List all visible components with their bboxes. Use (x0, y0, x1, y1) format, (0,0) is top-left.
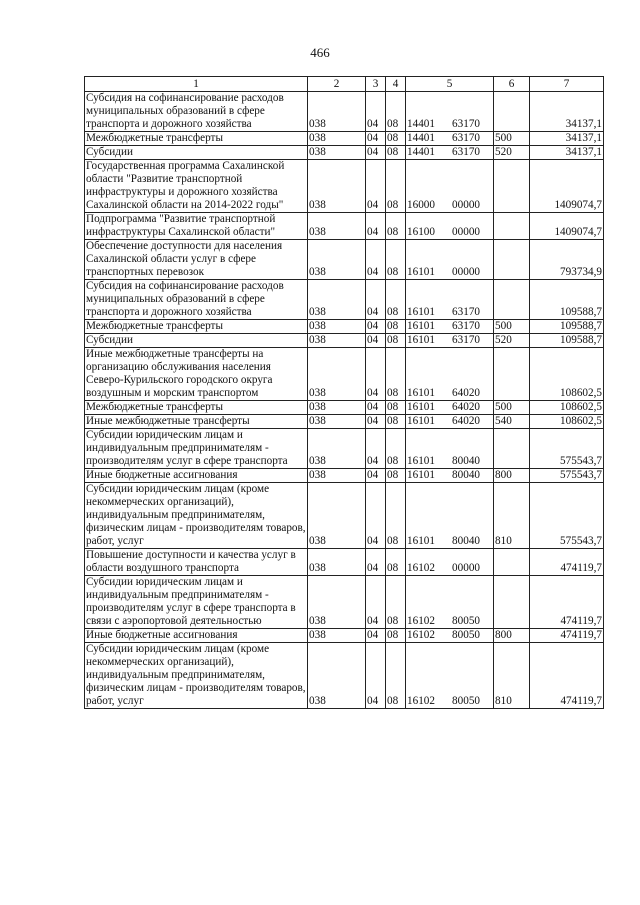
row-ministry-code-cell: 038 (308, 401, 366, 415)
row-section-cell: 04 (366, 320, 386, 334)
row-target-article-cell (406, 401, 494, 415)
row-target-article-cell (406, 160, 494, 213)
row-section-cell: 04 (366, 576, 386, 629)
row-section-cell: 04 (366, 240, 386, 280)
row-target-article-cell (406, 334, 494, 348)
table-row (85, 549, 604, 576)
target-article-program-code: 16102 (407, 695, 435, 707)
row-target-article-cell (406, 92, 494, 132)
target-article-direction-code: 80050 (452, 695, 480, 707)
column-header: 1 (85, 77, 308, 92)
row-section-cell: 04 (366, 280, 386, 320)
row-section-cell: 04 (366, 643, 386, 709)
target-article-direction-code: 00000 (452, 199, 480, 211)
row-expense-type-cell (494, 348, 530, 401)
column-header: 6 (494, 77, 530, 92)
row-subsection-cell: 08 (386, 320, 406, 334)
row-subsection-cell: 08 (386, 401, 406, 415)
column-header: 2 (308, 77, 366, 92)
row-section-cell: 04 (366, 146, 386, 160)
table-row (85, 213, 604, 240)
row-ministry-code-cell: 038 (308, 643, 366, 709)
row-expense-type-cell: 810 (494, 483, 530, 549)
row-name-cell: Государственная программа Сахалинской области "Развитие транспортной инфраструктуры и дорожного хозяйства Сахалинской области на 2014-2022 годы" (85, 160, 308, 213)
row-amount-cell: 474119,7 (530, 576, 604, 629)
target-article-program-code: 16101 (407, 455, 435, 467)
row-subsection-cell: 08 (386, 576, 406, 629)
target-article-direction-code: 80050 (452, 615, 480, 627)
row-target-article-cell (406, 240, 494, 280)
column-header: 3 (366, 77, 386, 92)
row-name-cell: Межбюджетные трансферты (85, 132, 308, 146)
row-section-cell: 04 (366, 334, 386, 348)
row-subsection-cell: 08 (386, 280, 406, 320)
row-target-article-cell (406, 549, 494, 576)
row-subsection-cell: 08 (386, 146, 406, 160)
row-ministry-code-cell: 038 (308, 92, 366, 132)
target-article-program-code: 16101 (407, 266, 435, 278)
budget-table (84, 76, 604, 709)
row-name-cell: Подпрограмма "Развитие транспортной инфраструктуры Сахалинской области" (85, 213, 308, 240)
row-target-article-cell (406, 280, 494, 320)
row-expense-type-cell (494, 213, 530, 240)
table-row (85, 160, 604, 213)
table-row (85, 132, 604, 146)
row-name-cell: Межбюджетные трансферты (85, 401, 308, 415)
row-expense-type-cell: 800 (494, 469, 530, 483)
row-expense-type-cell: 520 (494, 334, 530, 348)
row-ministry-code-cell: 038 (308, 334, 366, 348)
target-article-program-code: 16101 (407, 334, 435, 346)
row-ministry-code-cell: 038 (308, 132, 366, 146)
row-ministry-code-cell: 038 (308, 549, 366, 576)
row-section-cell: 04 (366, 549, 386, 576)
target-article-program-code: 16102 (407, 629, 435, 641)
row-expense-type-cell (494, 280, 530, 320)
row-target-article-cell (406, 429, 494, 469)
row-target-article-cell (406, 415, 494, 429)
table-row (85, 320, 604, 334)
row-amount-cell: 575543,7 (530, 469, 604, 483)
row-target-article-cell (406, 213, 494, 240)
row-subsection-cell: 08 (386, 483, 406, 549)
target-article-program-code: 16101 (407, 469, 435, 481)
row-subsection-cell: 08 (386, 429, 406, 469)
row-ministry-code-cell: 038 (308, 348, 366, 401)
table-row (85, 92, 604, 132)
table-row (85, 415, 604, 429)
row-ministry-code-cell: 038 (308, 320, 366, 334)
row-amount-cell: 34137,1 (530, 132, 604, 146)
target-article-direction-code: 64020 (452, 401, 480, 413)
row-expense-type-cell: 500 (494, 401, 530, 415)
target-article-direction-code: 64020 (452, 415, 480, 427)
target-article-program-code: 16100 (407, 226, 435, 238)
row-amount-cell: 108602,5 (530, 348, 604, 401)
table-row (85, 483, 604, 549)
row-ministry-code-cell: 038 (308, 415, 366, 429)
table-row (85, 469, 604, 483)
row-amount-cell: 109588,7 (530, 334, 604, 348)
target-article-program-code: 16102 (407, 615, 435, 627)
row-expense-type-cell: 500 (494, 132, 530, 146)
target-article-direction-code: 80040 (452, 535, 480, 547)
target-article-direction-code: 80050 (452, 629, 480, 641)
column-header: 4 (386, 77, 406, 92)
row-ministry-code-cell: 038 (308, 280, 366, 320)
row-amount-cell: 109588,7 (530, 280, 604, 320)
row-subsection-cell: 08 (386, 643, 406, 709)
target-article-direction-code: 64020 (452, 387, 480, 399)
row-ministry-code-cell: 038 (308, 629, 366, 643)
row-name-cell: Субсидии (85, 334, 308, 348)
table-row (85, 334, 604, 348)
row-amount-cell: 575543,7 (530, 483, 604, 549)
table-row (85, 401, 604, 415)
row-name-cell: Субсидия на софинансирование расходов муниципальных образований в сфере транспорта и дорожного хозяйства (85, 92, 308, 132)
column-header: 5 (406, 77, 494, 92)
table-row (85, 280, 604, 320)
target-article-program-code: 16101 (407, 306, 435, 318)
row-amount-cell: 1409074,7 (530, 160, 604, 213)
table-row (85, 643, 604, 709)
row-target-article-cell (406, 469, 494, 483)
row-name-cell: Повышение доступности и качества услуг в области воздушного транспорта (85, 549, 308, 576)
target-article-program-code: 16101 (407, 387, 435, 399)
table-header-row (85, 77, 604, 92)
row-expense-type-cell: 800 (494, 629, 530, 643)
row-amount-cell: 108602,5 (530, 415, 604, 429)
row-amount-cell: 108602,5 (530, 401, 604, 415)
table-row (85, 576, 604, 629)
target-article-direction-code: 00000 (452, 226, 480, 238)
row-ministry-code-cell: 038 (308, 429, 366, 469)
row-name-cell: Обеспечение доступности для населения Сахалинской области услуг в сфере транспортных перевозок (85, 240, 308, 280)
row-ministry-code-cell: 038 (308, 576, 366, 629)
row-target-article-cell (406, 132, 494, 146)
table-row (85, 240, 604, 280)
row-section-cell: 04 (366, 348, 386, 401)
row-amount-cell: 34137,1 (530, 92, 604, 132)
row-target-article-cell (406, 643, 494, 709)
target-article-program-code: 14401 (407, 146, 435, 158)
page-number: 466 (310, 45, 330, 60)
row-target-article-cell (406, 348, 494, 401)
row-amount-cell: 474119,7 (530, 643, 604, 709)
target-article-direction-code: 63170 (452, 118, 480, 130)
row-expense-type-cell: 810 (494, 643, 530, 709)
row-target-article-cell (406, 320, 494, 334)
target-article-program-code: 16101 (407, 401, 435, 413)
target-article-program-code: 14401 (407, 118, 435, 130)
row-subsection-cell: 08 (386, 348, 406, 401)
row-amount-cell: 474119,7 (530, 629, 604, 643)
target-article-direction-code: 63170 (452, 306, 480, 318)
row-subsection-cell: 08 (386, 629, 406, 643)
table-row (85, 429, 604, 469)
row-expense-type-cell (494, 160, 530, 213)
target-article-direction-code: 80040 (452, 455, 480, 467)
row-expense-type-cell (494, 576, 530, 629)
row-expense-type-cell (494, 549, 530, 576)
row-section-cell: 04 (366, 213, 386, 240)
row-subsection-cell: 08 (386, 240, 406, 280)
target-article-direction-code: 00000 (452, 562, 480, 574)
row-name-cell: Субсидии (85, 146, 308, 160)
row-expense-type-cell (494, 429, 530, 469)
row-subsection-cell: 08 (386, 213, 406, 240)
row-target-article-cell (406, 146, 494, 160)
row-expense-type-cell: 540 (494, 415, 530, 429)
row-amount-cell: 474119,7 (530, 549, 604, 576)
row-name-cell: Субсидия на софинансирование расходов муниципальных образований в сфере транспорта и дорожного хозяйства (85, 280, 308, 320)
row-name-cell: Субсидии юридическим лицам (кроме некоммерческих организаций), индивидуальным предпринимателям, физическим лицам - производителям товаров, работ, услуг (86, 643, 306, 707)
column-header: 7 (530, 77, 604, 92)
row-name-cell: Иные межбюджетные трансферты на организацию обслуживания населения Северо-Курильского городского округа воздушным и морским транспортом (85, 348, 308, 401)
row-ministry-code-cell: 038 (308, 213, 366, 240)
row-subsection-cell: 08 (386, 132, 406, 146)
table-body (85, 92, 604, 709)
row-ministry-code-cell: 038 (308, 240, 366, 280)
row-ministry-code-cell: 038 (308, 469, 366, 483)
row-subsection-cell: 08 (386, 92, 406, 132)
row-expense-type-cell (494, 92, 530, 132)
row-expense-type-cell: 520 (494, 146, 530, 160)
row-amount-cell: 109588,7 (530, 320, 604, 334)
row-name-cell: Иные бюджетные ассигнования (85, 629, 308, 643)
row-amount-cell: 34137,1 (530, 146, 604, 160)
target-article-program-code: 16101 (407, 415, 435, 427)
table-row (85, 629, 604, 643)
target-article-direction-code: 00000 (452, 266, 480, 278)
row-subsection-cell: 08 (386, 549, 406, 576)
target-article-direction-code: 63170 (452, 132, 480, 144)
row-section-cell: 04 (366, 483, 386, 549)
table-row (85, 348, 604, 401)
row-section-cell: 04 (366, 415, 386, 429)
row-expense-type-cell: 500 (494, 320, 530, 334)
row-section-cell: 04 (366, 160, 386, 213)
row-subsection-cell: 08 (386, 469, 406, 483)
row-subsection-cell: 08 (386, 415, 406, 429)
row-subsection-cell: 08 (386, 160, 406, 213)
target-article-program-code: 16101 (407, 320, 435, 332)
row-name-cell: Межбюджетные трансферты (85, 320, 308, 334)
target-article-program-code: 16101 (407, 535, 435, 547)
row-name-cell: Иные бюджетные ассигнования (85, 469, 308, 483)
row-name-cell: Субсидии юридическим лицам и индивидуальным предпринимателям - производителям услуг в сфере транспорта в связи с аэропортовой деятельностью (85, 576, 308, 629)
row-name-cell: Иные межбюджетные трансферты (85, 415, 308, 429)
target-article-program-code: 16102 (407, 562, 435, 574)
target-article-program-code: 14401 (407, 132, 435, 144)
row-expense-type-cell (494, 240, 530, 280)
target-article-direction-code: 63170 (452, 320, 480, 332)
row-amount-cell: 793734,9 (530, 240, 604, 280)
target-article-direction-code: 80040 (452, 469, 480, 481)
row-name-cell: Субсидии юридическим лицам и индивидуальным предпринимателям - производителям услуг в сфере транспорта (85, 429, 308, 469)
row-name-cell: Субсидии юридическим лицам (кроме некоммерческих организаций), индивидуальным предпринимателям, физическим лицам - производителям товаров, работ, услуг (86, 483, 306, 547)
row-section-cell: 04 (366, 629, 386, 643)
row-section-cell: 04 (366, 401, 386, 415)
row-amount-cell: 575543,7 (530, 429, 604, 469)
row-ministry-code-cell: 038 (308, 146, 366, 160)
row-ministry-code-cell: 038 (308, 483, 366, 549)
row-target-article-cell (406, 483, 494, 549)
target-article-direction-code: 63170 (452, 334, 480, 346)
row-section-cell: 04 (366, 132, 386, 146)
row-amount-cell: 1409074,7 (530, 213, 604, 240)
table-row (85, 146, 604, 160)
row-section-cell: 04 (366, 429, 386, 469)
row-target-article-cell (406, 576, 494, 629)
row-subsection-cell: 08 (386, 334, 406, 348)
row-ministry-code-cell: 038 (308, 160, 366, 213)
row-target-article-cell (406, 629, 494, 643)
row-section-cell: 04 (366, 469, 386, 483)
target-article-direction-code: 63170 (452, 146, 480, 158)
target-article-program-code: 16000 (407, 199, 435, 211)
row-section-cell: 04 (366, 92, 386, 132)
